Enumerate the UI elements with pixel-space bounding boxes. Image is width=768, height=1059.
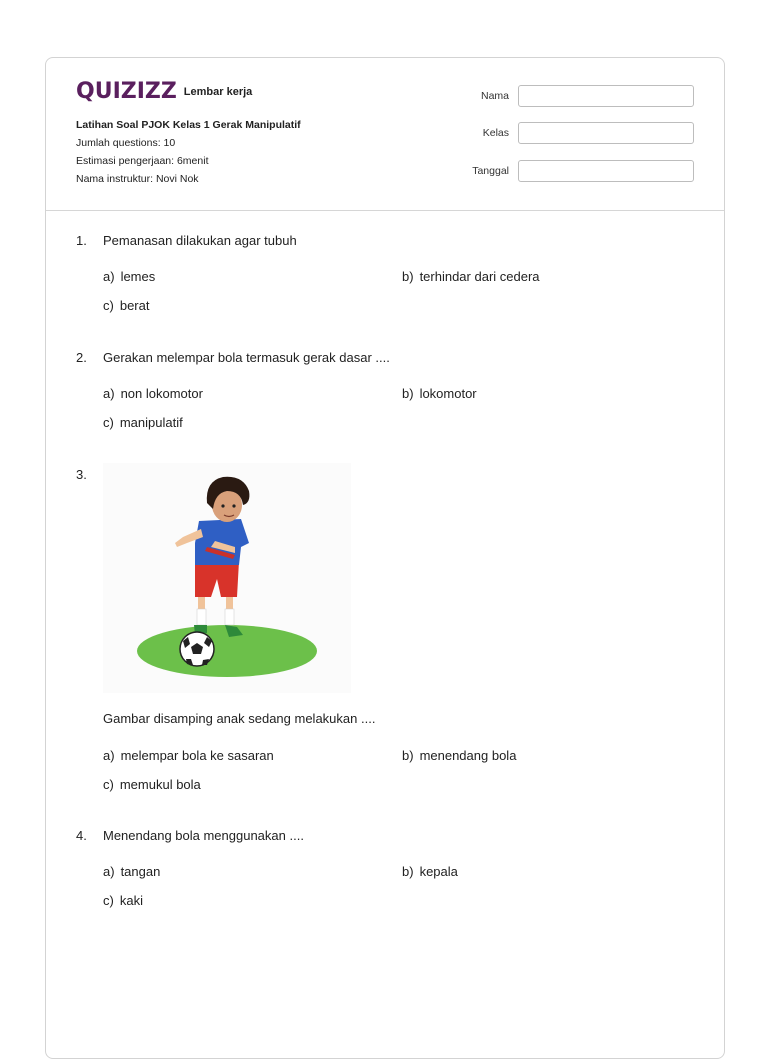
boy-with-soccer-ball-image bbox=[103, 463, 351, 693]
worksheet bbox=[45, 57, 725, 1059]
option-letter: c) bbox=[103, 415, 114, 430]
option-2b[interactable] bbox=[402, 386, 477, 401]
option-text: melempar bola ke sasaran bbox=[120, 748, 274, 763]
option-letter: b) bbox=[402, 748, 414, 763]
option-text: menendang bola bbox=[419, 748, 517, 763]
date-label: Tanggal bbox=[472, 165, 509, 177]
option-letter: c) bbox=[103, 893, 114, 908]
option-1b[interactable] bbox=[402, 269, 540, 284]
right-sock bbox=[225, 609, 234, 625]
date-field-row bbox=[449, 160, 694, 182]
sheet-type-label: Lembar kerja bbox=[183, 86, 253, 98]
option-text: manipulatif bbox=[119, 415, 183, 430]
option-letter: b) bbox=[402, 864, 414, 879]
option-1a[interactable] bbox=[103, 269, 155, 284]
class-label: Kelas bbox=[482, 127, 509, 139]
worksheet-title: Latihan Soal PJOK Kelas 1 Gerak Manipulatif bbox=[76, 119, 301, 131]
option-text: non lokomotor bbox=[120, 386, 203, 401]
option-text: berat bbox=[119, 298, 150, 313]
eye bbox=[232, 504, 235, 507]
date-field[interactable] bbox=[518, 160, 694, 182]
option-text: terhindar dari cedera bbox=[419, 269, 540, 284]
option-letter: c) bbox=[103, 298, 114, 313]
brand bbox=[76, 81, 252, 103]
question-3-text bbox=[103, 711, 375, 726]
option-letter: a) bbox=[103, 748, 115, 763]
worksheet-meta bbox=[76, 116, 301, 188]
option-2c[interactable] bbox=[103, 415, 183, 430]
question-number: 3. bbox=[76, 467, 87, 482]
option-3c[interactable] bbox=[103, 777, 201, 792]
question-number: 2. bbox=[76, 350, 87, 365]
class-field-row bbox=[449, 122, 694, 144]
option-text: kepala bbox=[419, 864, 458, 879]
question-text: Gambar disamping anak sedang melakukan .... bbox=[103, 711, 376, 726]
option-letter: b) bbox=[402, 269, 414, 284]
option-text: tangan bbox=[120, 864, 161, 879]
option-text: lemes bbox=[120, 269, 156, 284]
name-field[interactable] bbox=[518, 85, 694, 107]
worksheet-header bbox=[46, 58, 724, 211]
grass-ellipse bbox=[137, 625, 317, 677]
question-text: Pemanasan dilakukan agar tubuh bbox=[103, 233, 297, 248]
option-letter: a) bbox=[103, 269, 115, 284]
option-letter: c) bbox=[103, 777, 114, 792]
option-text: lokomotor bbox=[419, 386, 477, 401]
class-field[interactable] bbox=[518, 122, 694, 144]
instructor-name: Nama instruktur: Novi Nok bbox=[76, 173, 199, 185]
option-text: memukul bola bbox=[119, 777, 201, 792]
option-3b[interactable] bbox=[402, 748, 516, 763]
question-text: Gerakan melempar bola termasuk gerak dasar .... bbox=[103, 350, 390, 365]
left-sock bbox=[197, 609, 206, 625]
option-text: kaki bbox=[119, 893, 143, 908]
eye bbox=[221, 504, 224, 507]
option-4b[interactable] bbox=[402, 864, 458, 879]
option-3a[interactable] bbox=[103, 748, 274, 763]
question-number: 1. bbox=[76, 233, 87, 248]
option-2a[interactable] bbox=[103, 386, 203, 401]
name-label: Nama bbox=[480, 90, 509, 102]
option-4c[interactable] bbox=[103, 893, 143, 908]
question-number: 4. bbox=[76, 828, 87, 843]
option-1c[interactable] bbox=[103, 298, 149, 313]
option-letter: b) bbox=[402, 386, 414, 401]
name-field-row bbox=[449, 85, 694, 107]
time-estimate: Estimasi pengerjaan: 6menit bbox=[76, 155, 209, 167]
option-letter: a) bbox=[103, 386, 115, 401]
question-count: Jumlah questions: 10 bbox=[76, 137, 176, 149]
option-4a[interactable] bbox=[103, 864, 160, 879]
quizizz-logo: QUIZIZZ bbox=[76, 79, 177, 104]
option-letter: a) bbox=[103, 864, 115, 879]
question-text: Menendang bola menggunakan .... bbox=[103, 828, 304, 843]
